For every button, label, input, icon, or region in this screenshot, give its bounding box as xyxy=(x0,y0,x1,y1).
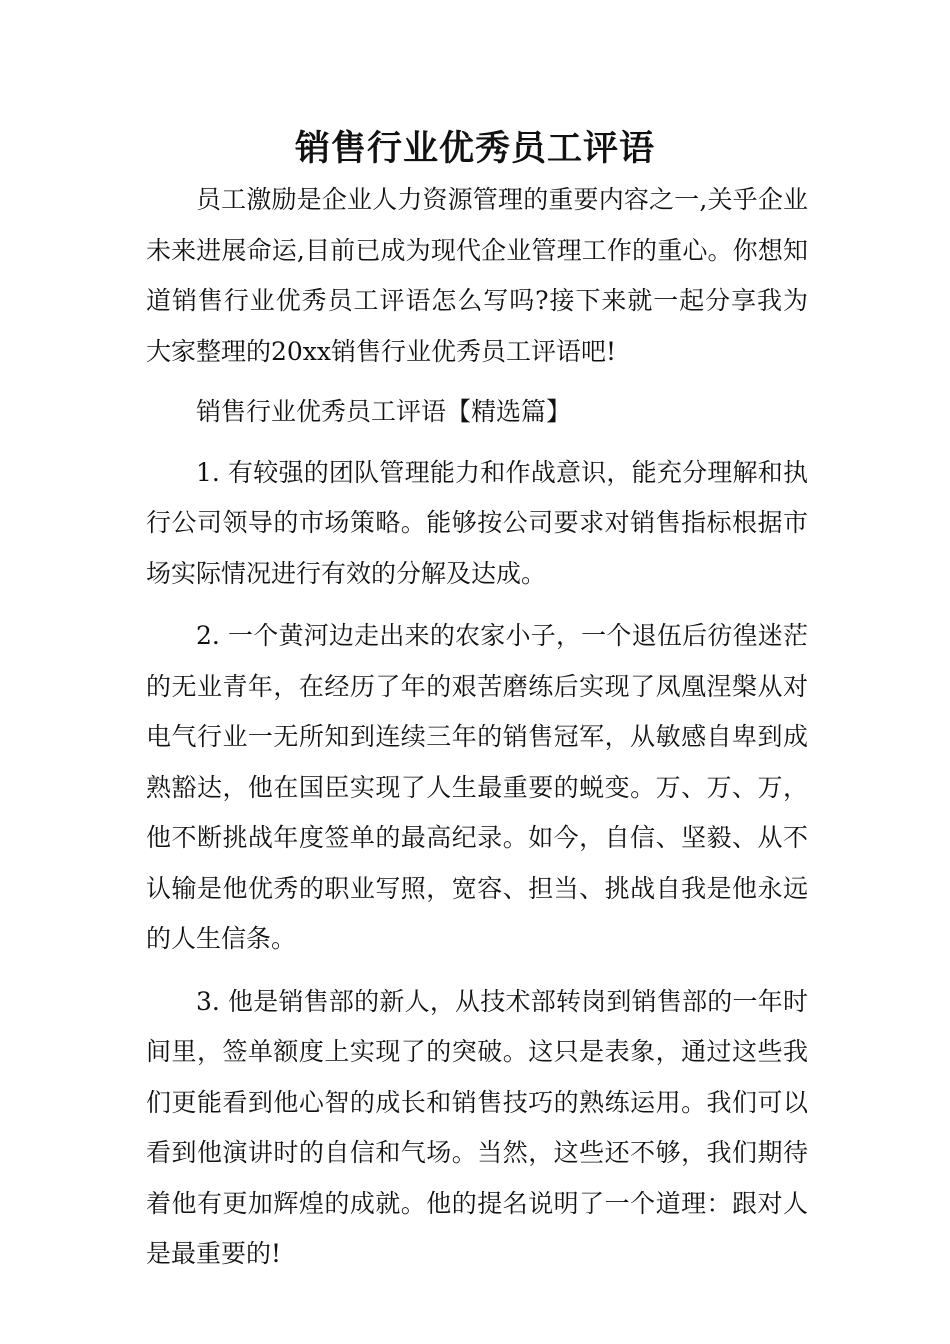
list-item: 3. 他是销售部的新人，从技术部转岗到销售部的一年时间里，签单额度上实现了的突破。这只是表象，通过这些我们更能看到他心智的成长和销售技巧的熟练运用。我们可以看到他演讲时的自信和气场。当然，这些还不够，我们期待着他有更加辉煌的成就。他的提名说明了一个道理：跟对人是最重要的! xyxy=(146,986,808,1268)
document-body xyxy=(146,175,808,1292)
document-title: 销售行业优秀员工评语 xyxy=(294,129,655,169)
list-item: 2. 一个黄河边走出来的农家小子，一个退伍后彷徨迷茫的无业青年，在经历了年的艰苦磨练后实现了凤凰涅槃从对电气行业一无所知到连续三年的销售冠军，从敏感自卑到成熟豁达，他在国臣实现了人生最重要的蜕变。万、万、万，他不断挑战年度签单的最高纪录。如今，自信、坚毅、从不认输是他优秀的职业写照，宽容、担当、挑战自我是他永远的人生信条。 xyxy=(146,621,808,953)
intro-paragraph: 员工激励是企业人力资源管理的重要内容之一,关乎企业未来进展命运,目前已成为现代企业管理工作的重心。你想知道销售行业优秀员工评语怎么写吗?接下来就一起分享我为大家整理的20xx销售行业优秀员工评语吧! xyxy=(146,185,808,366)
list-item: 1. 有较强的团队管理能力和作战意识，能充分理解和执行公司领导的市场策略。能够按公司要求对销售指标根据市场实际情况进行有效的分解及达成。 xyxy=(146,457,808,588)
section-heading: 销售行业优秀员工评语【精选篇】 xyxy=(196,397,572,426)
